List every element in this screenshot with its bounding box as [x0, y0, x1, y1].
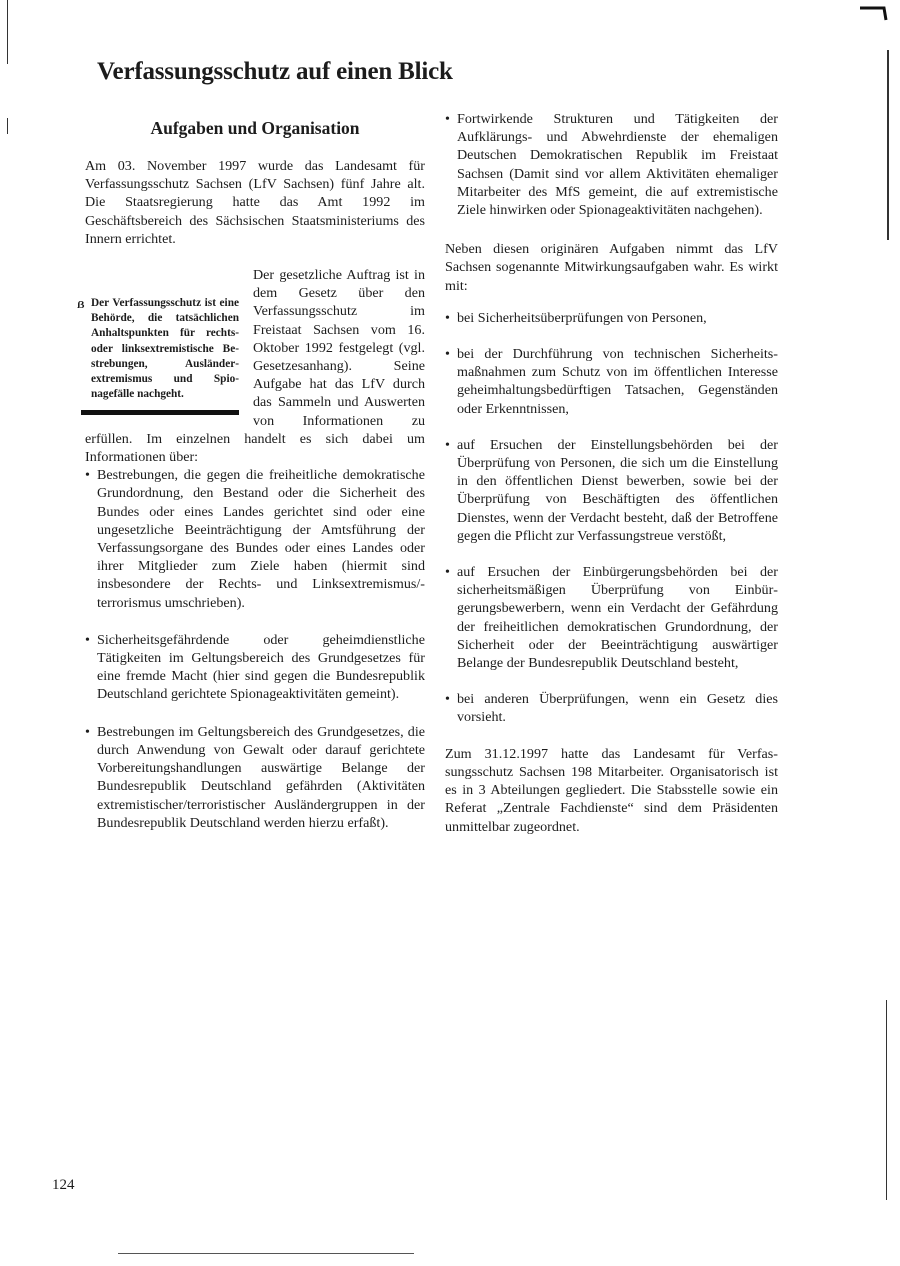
section-heading: Aufgaben und Organisation — [150, 118, 360, 138]
margin-note — [77, 296, 239, 402]
list-item: • bei der Durchführung von technischen Sicherheitsmaßnahmen zum Schutz von im öffentlichen Interesse geheimhaltungsbedürftigen Tatsachen, Gegenständen oder Erkenntnissen, — [445, 345, 778, 418]
corner-crop-mark-icon — [860, 6, 890, 22]
intro-paragraph: Am 03. November 1997 wurde das Landesamt für Verfassungsschutz Sachsen (LfV Sachsen) fünf Jahre alt. Die Staatsregierung hatte das Amt 1992 im Geschäftsbereich des Sächsischen Staatsministeriums des Innern errichtet. — [85, 158, 425, 247]
list-item: • Sicherheitsgefährdende oder geheimdienstliche Tätigkeiten im Geltungsbereich des Grundgesetzes für eine fremde Macht (hier sind gegen die Bundesrepublik Deutschland gerichtete Spionageaktivitäten gemeint). — [85, 631, 425, 704]
scan-edge-line — [7, 118, 8, 134]
left-column — [77, 118, 425, 851]
information-list — [85, 466, 425, 832]
right-column — [445, 110, 778, 836]
cooperation-list — [445, 309, 778, 727]
scan-edge-line — [886, 1000, 887, 1200]
margin-note-rule — [81, 410, 239, 415]
information-list-continued — [445, 110, 778, 219]
mandate-section — [77, 266, 425, 466]
list-item: • bei anderen Überprüfungen, wenn ein Gesetz dies vorsieht. — [445, 690, 778, 726]
organization-paragraph: Zum 31.12.1997 hatte das Landesamt für Verfassungsschutz Sachsen 198 Mitarbeiter. Organisatorisch ist es in 3 Abteilungen gegliedert. Die Stabsstelle sowie ein Referat „Zentrale Fachdienste“ sind dem Präsidenten unmittelbar zugeordnet. — [445, 745, 778, 835]
list-item: • Bestrebungen im Geltungsbereich des Grundgesetzes, die durch Anwendung von Gewalt oder darauf gerichtete Vorbereitungshandlungen auswärtige Belange der Bundesrepublik Deutschland gefährden (Aktivitäten extremistischer/terroristischer Ausländergruppen in der Bundesrepublik Deutschland werden hierzu erfaßt). — [85, 723, 425, 832]
margin-marker-icon: ẞ — [77, 300, 85, 312]
cooperation-intro-paragraph: Neben diesen originären Aufgaben nimmt das LfV Sachsen sogenannte Mitwirkungsaufgaben wahr. Es wirkt mit: — [445, 241, 778, 294]
list-item: • auf Ersuchen der Einstellungsbehörden bei der Überprüfung von Personen, die sich um die Einstellung in den öffentlichen Dienst bewerben, sowie bei der Überprüfung von Beschäftigten des öffentlichen Dienstes, wenn der Verdacht besteht, daß der Betroffene gegen die Pflicht zur Verfassungstreue verstößt, — [445, 436, 778, 545]
scan-edge-line — [887, 50, 889, 240]
margin-note-text: Der Verfassungsschutz ist eine Behörde, die tatsächlichen Anhaltspunkten für rechts- oder linksextremistische Bestrebungen, Ausländerextremismus und Spionagefälle nachgeht. — [91, 297, 239, 401]
bottom-rule — [118, 1253, 414, 1254]
list-item: • bei Sicherheitsüberprüfungen von Personen, — [445, 309, 778, 327]
scan-edge-line — [7, 0, 8, 64]
page-number: 124 — [52, 1177, 75, 1193]
page-title: Verfassungsschutz auf einen Blick — [97, 58, 453, 85]
list-item: • Bestrebungen, die gegen die freiheitliche demokratische Grundordnung, den Bestand oder die Sicherheit des Bundes oder eines Landes gerichtet sind oder eine ungesetzliche Beeinträchtigung der Amtsführung der Verfassungsorgane des Bundes oder eines Landes oder ihrer Mitglieder zum Ziele haben (hiermit sind insbesondere der Rechts- und Linksextremismus/-terrorismus umschrieben). — [85, 466, 425, 612]
mandate-paragraph: Der gesetzliche Auftrag ist in dem Gesetz über den Verfassungsschutz im Freistaat Sachsen vom 16. Oktober 1992 festgelegt (vgl. Gesetzesanhang). Seine Aufgabe hat das LfV durch das Sammeln und Auswerten von Informationen zu erfüllen. Im einzelnen handelt es sich dabei um Informationen über: — [85, 267, 425, 466]
list-item: • auf Ersuchen der Einbürgerungsbehörden bei der sicherheitsmäßigen Überprüfung von Einbürgerungsbewerbern, wenn ein Verdacht der Gefährdung der freiheitlichen demokratischen Grundordnung, der Sicherheit oder der Beeinträchtigung auswärtiger Belange der Bundesrepublik Deutschland besteht, — [445, 563, 778, 672]
list-item: • Fortwirkende Strukturen und Tätigkeiten der Aufklärungs- und Abwehrdienste der ehemaligen Deutschen Demokratischen Republik im Freistaat Sachsen (Damit sind vor allem Aktivitäten ehemaliger Mitarbeiter des MfS gemeint, die auf extremistische Ziele hinwirken oder Spionageaktivitäten nachgehen). — [445, 110, 778, 219]
